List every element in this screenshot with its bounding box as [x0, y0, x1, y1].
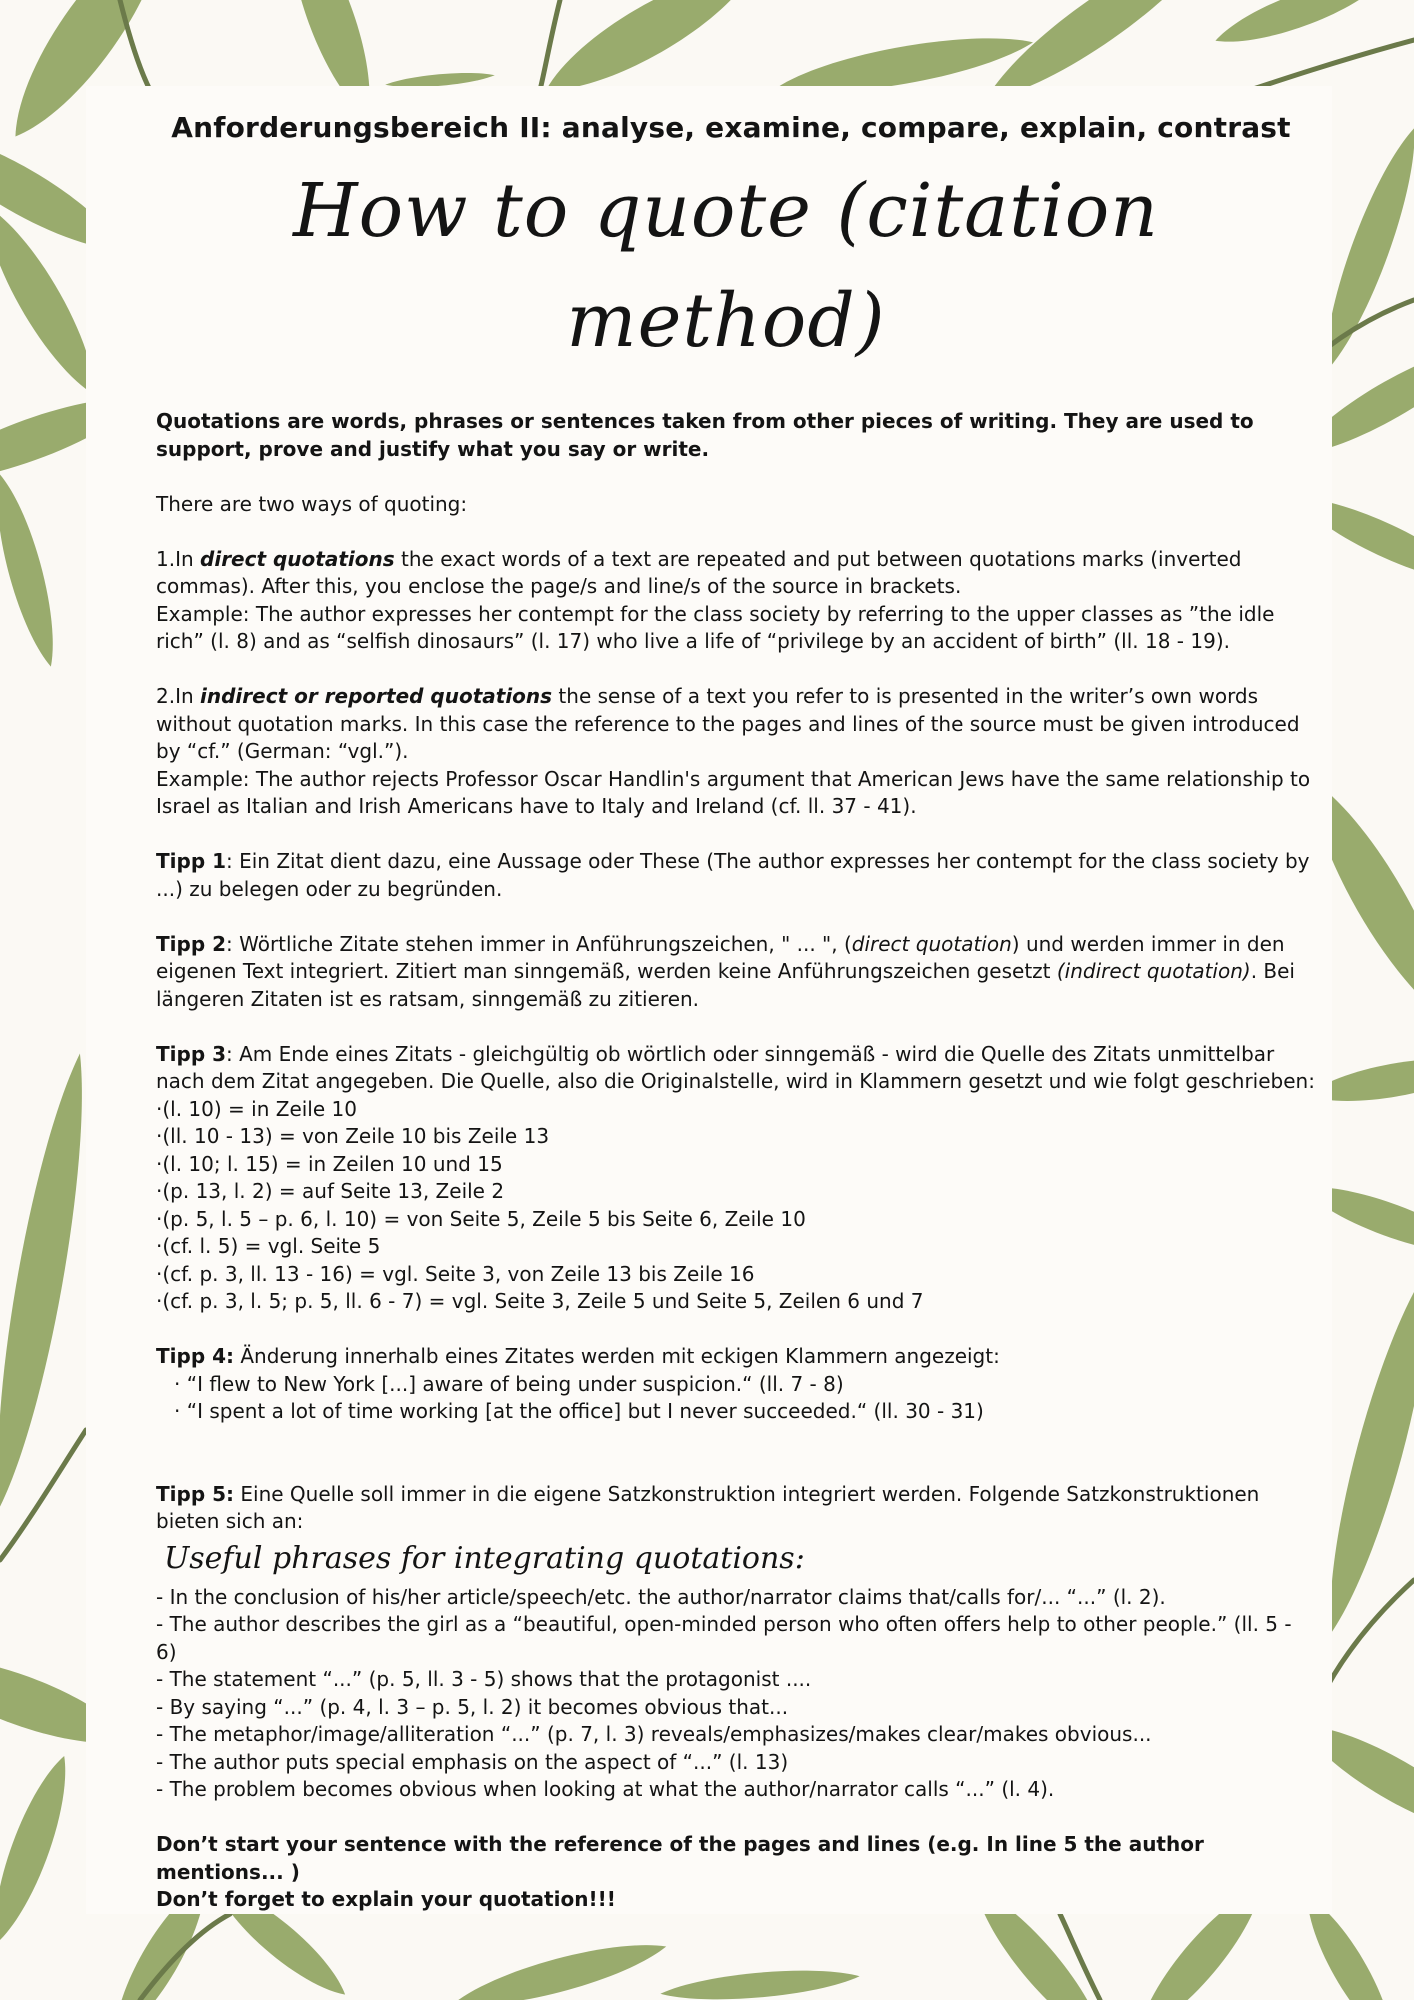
list-item: · “I spent a lot of time working [at the office] but I never succeeded.“ (ll. 30 - 31) [174, 1399, 984, 1423]
list-item: - The problem becomes obvious when looking at what the author/narrator calls “...” (l. 4). [156, 1777, 1055, 1801]
citation-format-list [156, 1096, 1316, 1316]
list-item: - The author puts special emphasis on the aspect of “...” (l. 13) [156, 1749, 789, 1774]
section-heading: Anforderungsbereich II: analyse, examine, compare, explain, contrast [171, 111, 1291, 144]
list-item: ·(ll. 10 - 13) = von Zeile 10 bis Zeile 13 [156, 1124, 550, 1148]
list-item: ·(cf. l. 5) = vgl. Seite 5 [156, 1234, 381, 1258]
indirect-quotation-paragraph: 2.In indirect or reported quotations the sense of a text you refer to is presented in the writer’s own words without quotation marks. In this case the reference to the pages and lines of the source must be given introduced by “cf.” (German: “vgl.”). Example: The author rejects Professor Oscar Handlin's argument that American Jews have the same relationship to Israel as Italian and Irish Americans have to Italy and Ireland (cf. ll. 37 - 41). [156, 684, 1311, 818]
list-item: ·(p. 13, l. 2) = auf Seite 13, Zeile 2 [156, 1179, 505, 1203]
closing-note-reference: Don’t start your sentence with the reference of the pages and lines (e.g. In line 5 the author mentions... ) [156, 1832, 1204, 1884]
list-item: - In the conclusion of his/her article/speech/etc. the author/narrator claims that/calls for/... “...” (l. 2). [156, 1584, 1166, 1609]
list-item: - The author describes the girl as a “beautiful, open-minded person who often offers help to other people.” (ll. 5 - 6) [156, 1612, 1292, 1664]
direct-example: Example: The author expresses her contempt for the class society by referring to the upper classes as ”the idle rich” (l. 8) and as “selfish dinosaurs” (l. 17) who live a life of “privilege by an accident of birth” (ll. 18 - 19). [156, 601, 1275, 653]
indirect-quotation-term: indirect or reported quotations [200, 684, 553, 708]
list-item: ·(p. 5, l. 5 – p. 6, l. 10) = von Seite 5, Zeile 5 bis Seite 6, Zeile 10 [156, 1206, 806, 1231]
direct-quotation-term: direct quotations [200, 546, 395, 571]
direct-quotation-paragraph: 1.In direct quotations the exact words of a text are repeated and put between quotations marks (inverted commas). After this, you enclose the page/s and line/s of the source in brackets. Example: The author expresses her contempt for the class society by referring to the upper classes as ”the idle rich” (l. 8) and as “selfish dinosaurs” (l. 17) who live a life of “privilege by an accident of birth” (ll. 18 - 19). [156, 546, 1275, 653]
closing-note-explain: Don’t forget to explain your quotation!!! [156, 1887, 616, 1911]
document-content [156, 108, 1316, 1914]
intro-paragraph: Quotations are words, phrases or sentences taken from other pieces of writing. They are used to support, prove and justify what you say or write. [156, 409, 1254, 461]
tipp-2: Tipp 2: Wörtliche Zitate stehen immer in Anführungszeichen, " ... ", (direct quotation) und werden immer in den eigenen Text integriert. Zitiert man sinngemäß, werden keine Anführungszeichen gesetzt (indirect quotation). Bei längeren Zitaten ist es ratsam, sinngemäß zu zitieren. [156, 931, 1295, 1011]
tipp-3: Tipp 3: Am Ende eines Zitats - gleichgültig ob wörtlich oder sinngemäß - wird die Quelle des Zitats unmittelbar nach dem Zitat angegeben. Die Quelle, also die Originalstelle, wird in Klammern gesetzt und wie folgt geschrieben: [156, 1041, 1315, 1093]
list-item: ·(cf. p. 3, l. 5; p. 5, ll. 6 - 7) = vgl. Seite 3, Zeile 5 und Seite 5, Zeilen 6 und 7 [156, 1289, 924, 1313]
list-item: ·(l. 10; l. 15) = in Zeilen 10 und 15 [156, 1151, 503, 1176]
list-item: - The metaphor/image/alliteration “...” (p. 7, l. 3) reveals/emphasizes/makes clear/makes obvious... [156, 1722, 1152, 1746]
list-item: ·(l. 10) = in Zeile 10 [156, 1096, 357, 1121]
useful-phrases-title: Useful phrases for integrating quotations: [164, 1540, 805, 1576]
tipp-5: Tipp 5: Eine Quelle soll immer in die eigene Satzkonstruktion integriert werden. Folgende Satzkonstruktionen bieten sich an: [156, 1481, 1260, 1533]
phrases-indented-list [156, 1666, 1316, 1804]
phrases-list [156, 1584, 1316, 1667]
tipp-1: Tipp 1: Ein Zitat dient dazu, eine Aussage oder These (The author expresses her contempt for the class society by ...) zu belegen oder zu begründen. [156, 849, 1310, 901]
list-item: - By saying “...” (p. 4, l. 3 – p. 5, l. 2) it becomes obvious that... [156, 1694, 789, 1719]
page-title: How to quote (citation method) [293, 168, 1159, 364]
list-item: · “I flew to New York [...] aware of being under suspicion.“ (ll. 7 - 8) [174, 1371, 844, 1396]
indirect-example: Example: The author rejects Professor Oscar Handlin's argument that American Jews have the same relationship to Israel as Italian and Irish Americans have to Italy and Ireland (cf. ll. 37 - 41). [156, 766, 1311, 818]
list-item: - The statement “...” (p. 5, ll. 3 - 5) shows that the protagonist .... [156, 1667, 812, 1691]
tipp-4: Tipp 4: Änderung innerhalb eines Zitates werden mit eckigen Klammern angezeigt: [156, 1344, 1000, 1368]
bracket-examples [156, 1371, 1316, 1426]
list-item: ·(cf. p. 3, ll. 13 - 16) = vgl. Seite 3, von Zeile 13 bis Zeile 16 [156, 1261, 755, 1286]
two-ways-line: There are two ways of quoting: [156, 491, 468, 516]
